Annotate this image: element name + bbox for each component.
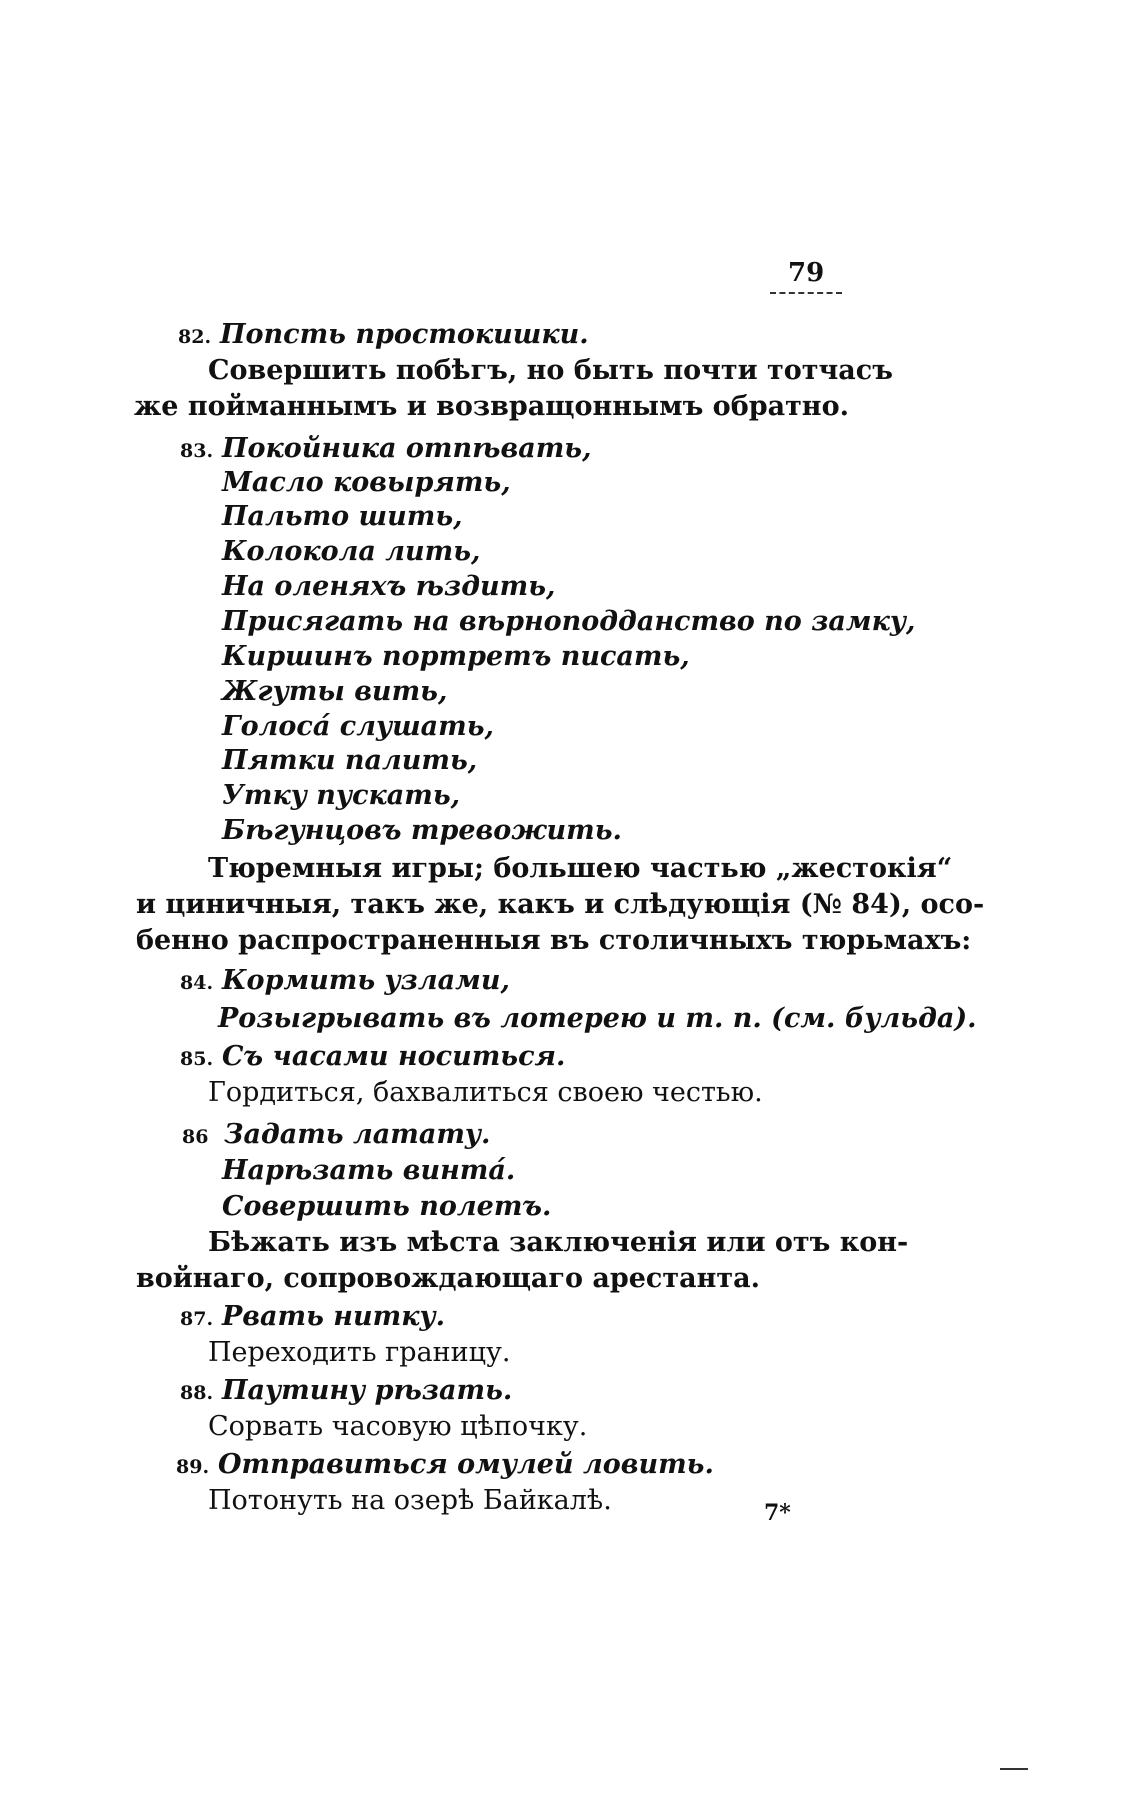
entry-phrase: Паутину рѣзать. xyxy=(222,1375,513,1406)
entry-82-text-1: Совершить побѣгъ, но быть почти тотчасъ xyxy=(208,355,893,386)
entry-86-text-1: Бѣжать изъ мѣста заключенія или отъ кон- xyxy=(208,1227,909,1258)
entry-phrase: Покойника отпѣвать, xyxy=(222,433,592,464)
entry-phrase: Рвать нитку. xyxy=(222,1301,446,1332)
entry-89-text-1: Потонуть на озерѣ Байкалѣ. xyxy=(208,1485,612,1516)
entry-86-line-2: Нарѣзать винта́. xyxy=(222,1155,516,1186)
entry-86-text-2: войнаго, сопровождающаго арестанта. xyxy=(136,1263,760,1294)
entry-87 xyxy=(180,1300,445,1336)
entry-86-line-3: Совершить полетъ. xyxy=(222,1191,552,1222)
entry-82-text-2: же пойманнымъ и возвращоннымъ обратно. xyxy=(134,391,849,422)
entry-phrase: Отправиться омулей ловить. xyxy=(218,1449,714,1480)
verse-line: На оленяхъ ѣздить, xyxy=(222,571,556,602)
entry-number: 86 xyxy=(182,1126,209,1148)
entry-number: 88. xyxy=(180,1382,214,1404)
entry-89 xyxy=(176,1448,714,1484)
verse-line: Киршинъ портретъ писать, xyxy=(222,641,690,672)
verse-line: Пятки палить, xyxy=(222,745,478,776)
entry-number: 83. xyxy=(180,440,214,462)
entry-number: 87. xyxy=(180,1308,214,1330)
entry-84-line-2: Розыгрывать въ лотерею и т. п. (см. бульда). xyxy=(218,1003,977,1034)
verse-line: Колокола лить, xyxy=(222,536,481,567)
entry-84 xyxy=(180,964,510,1000)
entry-82 xyxy=(178,318,589,354)
signature-mark: 7* xyxy=(764,1500,791,1526)
verse-line: Присягать на вѣрноподданство по замку, xyxy=(222,606,916,637)
corner-rule xyxy=(1000,1768,1028,1770)
entry-83 xyxy=(180,432,591,468)
entry-88 xyxy=(180,1374,512,1410)
entry-83-text-2: и циничныя, такъ же, какъ и слѣдующія (№ 84), осо- xyxy=(136,889,985,920)
entry-87-text-1: Переходить границу. xyxy=(208,1337,511,1368)
entry-86 xyxy=(182,1118,490,1154)
entry-number: 84. xyxy=(180,972,214,994)
page-number: 79 xyxy=(788,258,825,288)
entry-phrase: Съ часами носиться. xyxy=(222,1041,566,1072)
entry-phrase: Задать латату. xyxy=(224,1119,491,1150)
verse-line: Масло ковырять, xyxy=(222,467,511,498)
entry-phrase: Попсть простокишки. xyxy=(220,319,589,350)
verse-line: Жгуты вить, xyxy=(222,676,448,707)
entry-85-text-1: Гордиться, бахвалиться своею честью. xyxy=(208,1077,763,1108)
entry-number: 82. xyxy=(178,326,212,348)
entry-phrase: Кормить узлами, xyxy=(222,965,510,996)
entry-85 xyxy=(180,1040,565,1076)
entry-83-text-1: Тюремныя игры; большею частью „жестокія“ xyxy=(208,853,953,884)
entry-88-text-1: Сорвать часовую цѣпочку. xyxy=(208,1411,588,1442)
entry-83-text-3: бенно распространенныя въ столичныхъ тюрьмахъ: xyxy=(136,925,972,956)
page-number-rule xyxy=(770,292,842,294)
verse-line: Голоса́ слушать, xyxy=(222,711,494,742)
verse-line: Пальто шить, xyxy=(222,501,463,532)
verse-line: Бѣгунцовъ тревожить. xyxy=(222,815,622,846)
entry-number: 89. xyxy=(176,1456,210,1478)
entry-number: 85. xyxy=(180,1048,214,1070)
verse-line: Утку пускать, xyxy=(222,780,461,811)
